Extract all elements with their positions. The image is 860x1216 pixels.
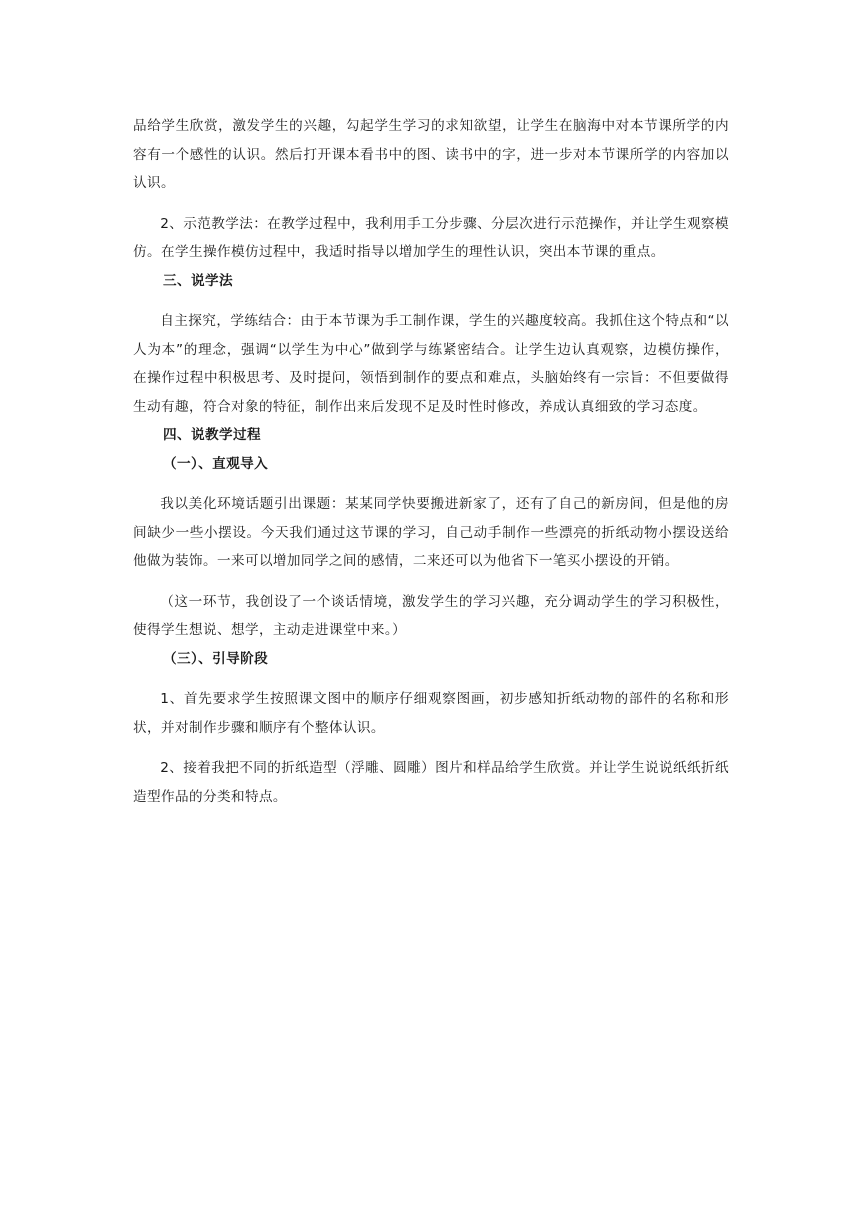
subheading-direct-introduction: （一）、直观导入 — [163, 455, 269, 472]
paragraph-step-2: 2、接着我把不同的折纸造型（浮雕、圆雕）图片和样品给学生欣赏。并让学生说说纸纸折纸造型作品的分类和特点。 — [133, 760, 729, 805]
paragraph-demonstration-method: 2、示范教学法：在教学过程中，我利用手工分步骤、分层次进行示范操作，并让学生观察模仿。在学生操作模仿过程中，我适时指导以增加学生的理性认识，突出本节课的重点。 — [133, 215, 729, 260]
paragraph-continued: 品给学生欣赏，激发学生的兴趣，勾起学生学习的求知欲望，让学生在脑海中对本节课所学的内容有一个感性的认识。然后打开课本看书中的图、读书中的字，进一步对本节课所学的内容加以认识。 — [133, 118, 729, 191]
section-heading-study-method: 三、说学法 — [163, 272, 233, 289]
subheading-guidance-stage: （三）、引导阶段 — [163, 650, 269, 667]
document-body — [133, 112, 729, 811]
paragraph-study-method: 自主探究，学练结合：由于本节课为手工制作课，学生的兴趣度较高。我抓住这个特点和“以人为本”的理念，强调“以学生为中心”做到学与练紧密结合。让学生边认真观察，边模仿操作，在操作过程中积极思考、及时提问，领悟到制作的要点和难点，头脑始终有一宗旨：不但要做得生动有趣，符合对象的特征，制作出来后发现不足及时性时修改，养成认真细致的学习态度。 — [133, 313, 729, 415]
paragraph-step-1: 1、首先要求学生按照课文图中的顺序仔细观察图画，初步感知折纸动物的部件的名称和形状，并对制作步骤和顺序有个整体认识。 — [133, 691, 729, 736]
paragraph-note: （这一环节，我创设了一个谈话情境，激发学生的学习兴趣，充分调动学生的学习积极性，使得学生想说、想学，主动走进课堂中来。） — [133, 593, 729, 638]
section-heading-teaching-process: 四、说教学过程 — [163, 427, 261, 443]
paragraph-introduction: 我以美化环境话题引出课题：某某同学快要搬进新家了，还有了自己的新房间，但是他的房间缺少一些小摆设。今天我们通过这节课的学习，自己动手制作一些漂亮的折纸动物小摆设送给他做为装饰。一来可以增加同学之间的感情，二来还可以为他省下一笔买小摆设的开销。 — [133, 496, 729, 569]
